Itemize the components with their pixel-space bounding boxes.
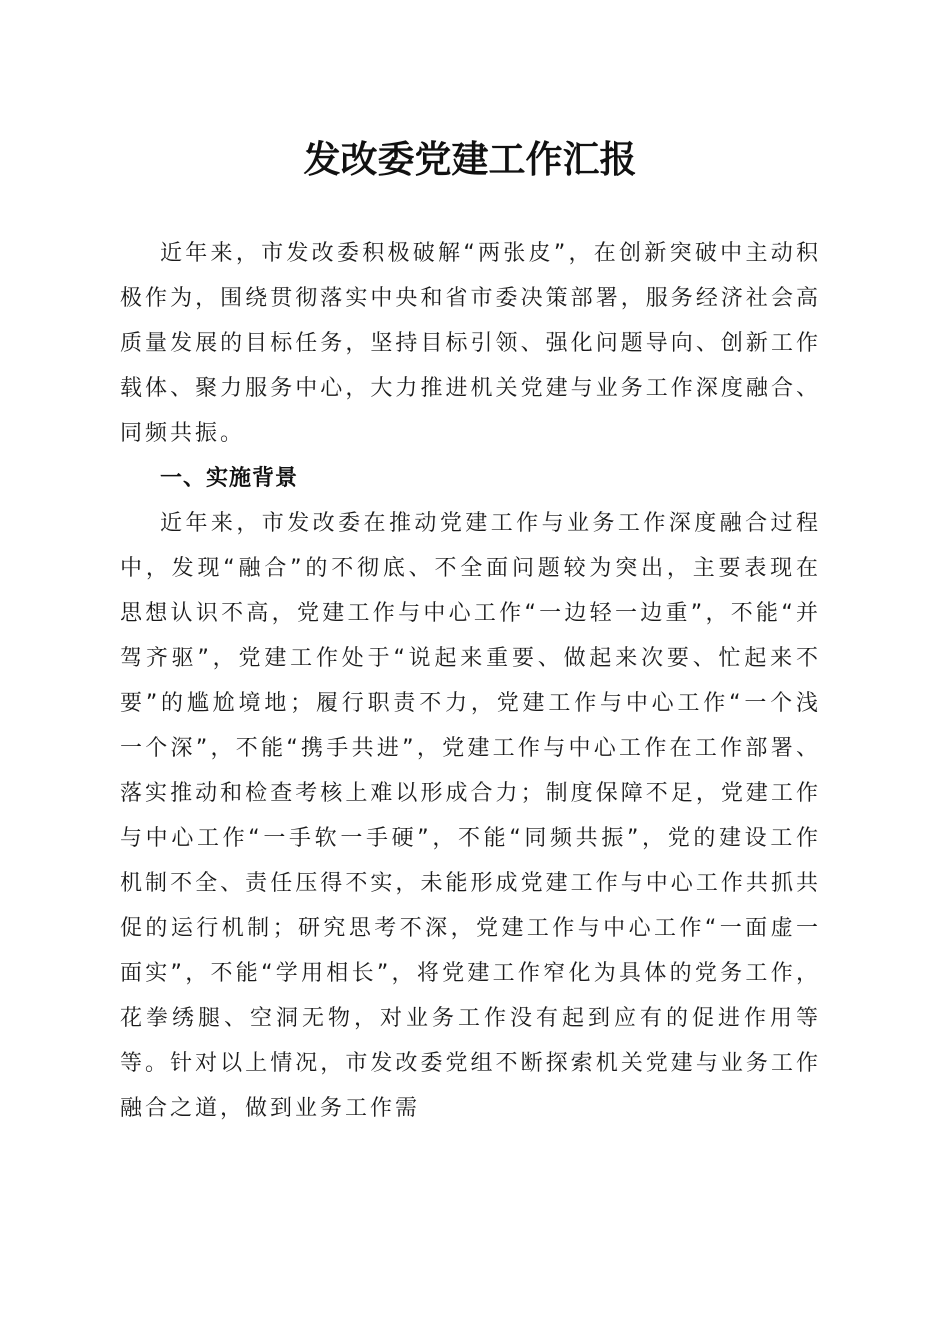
document-title: 发改委党建工作汇报 [303, 137, 637, 181]
section-paragraph: 近年来，市发改委在推动党建工作与业务工作深度融合过程中，发现“融合”的不彻底、不全面问题较为突出，主要表现在思想认识不高，党建工作与中心工作“一边轻一边重”，不能“并驾齐驱”，党建工作处于“说起来重要、做起来次要、忙起来不要”的尴尬境地；履行职责不力，党建工作与中心工作“一个浅一个深”，不能“携手共进”，党建工作与中心工作在工作部署、落实推动和检查考核上难以形成合力；制度保障不足，党建工作与中心工作“一手软一手硬”，不能“同频共振”，党的建设工作机制不全、责任压得不实，未能形成党建工作与中心工作共抓共促的运行机制；研究思考不深，党建工作与中心工作“一面虚一面实”，不能“学用相长”，将党建工作窄化为具体的党务工作，花拳绣腿、空洞无物，对业务工作没有起到应有的促进作用等等。针对以上情况，市发改委党组不断探索机关党建与业务工作融合之道，做到业务工作需 [120, 511, 821, 1121]
intro-paragraph: 近年来，市发改委积极破解“两张皮”，在创新突破中主动积极作为，围绕贯彻落实中央和省市委决策部署，服务经济社会高质量发展的目标任务，坚持目标引领、强化问题导向、创新工作载体、聚力服务中心，大力推进机关党建与业务工作深度融合、同频共振。 [120, 241, 821, 446]
section-heading: 一、实施背景 [160, 466, 299, 491]
